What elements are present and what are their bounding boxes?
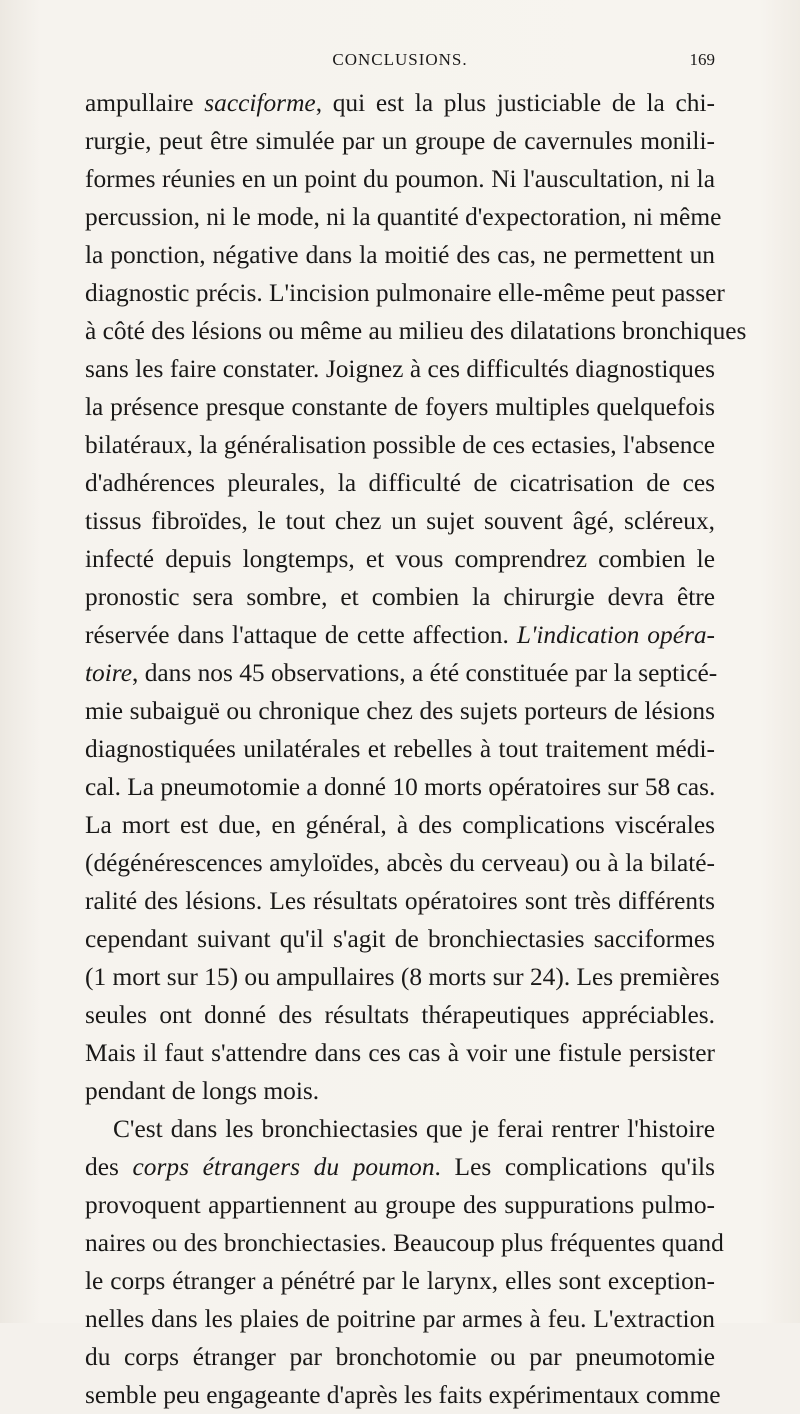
text-line [85, 540, 715, 578]
text-line [85, 160, 715, 198]
text-run: Mais il faut s'attendre dans ces cas à voir une fistule persister [85, 1039, 715, 1067]
text-line [85, 768, 715, 806]
italic-text: sacciforme [204, 89, 316, 117]
text-run: C'est dans les bronchiectasies que je ferai rentrer l'histoire [113, 1115, 715, 1143]
text-run: ampullaire [85, 89, 205, 117]
text-line [85, 236, 715, 274]
italic-text: L'indication opéra- [516, 621, 715, 649]
text-run: réservée dans l'attaque de cette affection. [85, 621, 517, 649]
text-line [85, 958, 720, 996]
text-line [85, 464, 715, 502]
text-run: cependant suivant qu'il s'agit de bronchiectasies sacciformes [85, 925, 715, 953]
text-run: , qui est la plus justiciable de la chi- [315, 89, 715, 117]
text-run: ralité des lésions. Les résultats opératoires sont très différents [85, 887, 715, 915]
text-run: le corps étranger a pénétré par le larynx, elles sont exception- [85, 1267, 715, 1295]
running-head: CONCLUSIONS. [332, 50, 468, 69]
text-run: mie subaiguë ou chronique chez des sujets porteurs de lésions [85, 697, 715, 725]
text-line [85, 1034, 715, 1072]
text-line [85, 198, 722, 236]
text-run: pendant de longs mois. [85, 1077, 320, 1105]
text-run: la ponction, négative dans la moitié des cas, ne permettent un [85, 241, 715, 269]
text-line [85, 1072, 715, 1110]
text-run: naires ou des bronchiectasies. Beaucoup plus fréquentes quand [85, 1229, 724, 1257]
text-run: du corps étranger par bronchotomie ou par pneumotomie [85, 1343, 715, 1371]
text-run: d'adhérences pleurales, la difficulté de cicatrisation de ces [85, 469, 715, 497]
text-line [85, 1376, 721, 1414]
text-line [85, 654, 718, 692]
text-run: provoquent appartiennent au groupe des suppurations pulmo- [85, 1191, 715, 1219]
text-line [85, 84, 715, 122]
text-line [85, 996, 715, 1034]
body-text [85, 84, 747, 1414]
text-run: nelles dans les plaies de poitrine par armes à feu. L'extraction [85, 1305, 715, 1333]
text-line [85, 502, 715, 540]
text-line [85, 882, 715, 920]
text-run: diagnostic précis. L'incision pulmonaire elle-même peut passer [85, 279, 725, 307]
text-line [85, 578, 715, 616]
text-run: tissus fibroïdes, le tout chez un sujet souvent âgé, scléreux, [85, 507, 715, 535]
text-line [85, 1338, 715, 1376]
text-run: seules ont donné des résultats thérapeutiques appréciables. [85, 1001, 715, 1029]
italic-text: toire [85, 659, 133, 687]
text-line [85, 388, 715, 426]
text-run: . Les complications qu'ils [434, 1153, 715, 1181]
page-header [85, 50, 715, 72]
text-run: (1 mort sur 15) ou ampullaires (8 morts sur 24). Les premières [85, 963, 720, 991]
text-line [85, 1186, 715, 1224]
text-run: pronostic sera sombre, et combien la chirurgie devra être [85, 583, 715, 611]
text-run: à côté des lésions ou même au milieu des dilatations bronchiques [85, 317, 747, 345]
text-line [85, 1110, 715, 1148]
text-run: bilatéraux, la généralisation possible de ces ectasies, l'absence [85, 431, 715, 459]
text-run: rurgie, peut être simulée par un groupe de cavernules monili- [85, 127, 715, 155]
text-line [85, 1300, 715, 1338]
text-line [85, 692, 715, 730]
text-run: semble peu engageante d'après les faits expérimentaux comme [85, 1381, 721, 1409]
text-run: sans les faire constater. Joignez à ces difficultés diagnostiques [85, 355, 715, 383]
text-line [85, 730, 715, 768]
text-line [85, 1262, 715, 1300]
text-line [85, 274, 725, 312]
text-run: la présence presque constante de foyers multiples quelquefois [85, 393, 715, 421]
text-line [85, 920, 715, 958]
text-run: cal. La pneumotomie a donné 10 morts opératoires sur 58 cas. [85, 773, 716, 801]
text-line [85, 844, 715, 882]
text-run: diagnostiquées unilatérales et rebelles à tout traitement médi- [85, 735, 715, 763]
text-line [85, 806, 715, 844]
text-line [85, 312, 747, 350]
text-run: formes réunies en un point du poumon. Ni l'auscultation, ni la [85, 165, 715, 193]
text-line [85, 1224, 724, 1262]
text-run: des [85, 1153, 133, 1181]
italic-text: corps étrangers du poumon [132, 1153, 435, 1181]
text-line [85, 616, 715, 654]
text-run: percussion, ni le mode, ni la quantité d'expectoration, ni même [85, 203, 722, 231]
text-line [85, 350, 715, 388]
text-run: La mort est due, en général, à des complications viscérales [85, 811, 715, 839]
text-run: infecté depuis longtemps, et vous comprendrez combien le [85, 545, 715, 573]
text-line [85, 426, 715, 464]
text-line [85, 122, 715, 160]
text-run: , dans nos 45 observations, a été constituée par la septicé- [132, 659, 718, 687]
page-number: 169 [689, 50, 715, 69]
text-line [85, 1148, 715, 1186]
text-run: (dégénérescences amyloïdes, abcès du cerveau) ou à la bilaté- [85, 849, 715, 877]
